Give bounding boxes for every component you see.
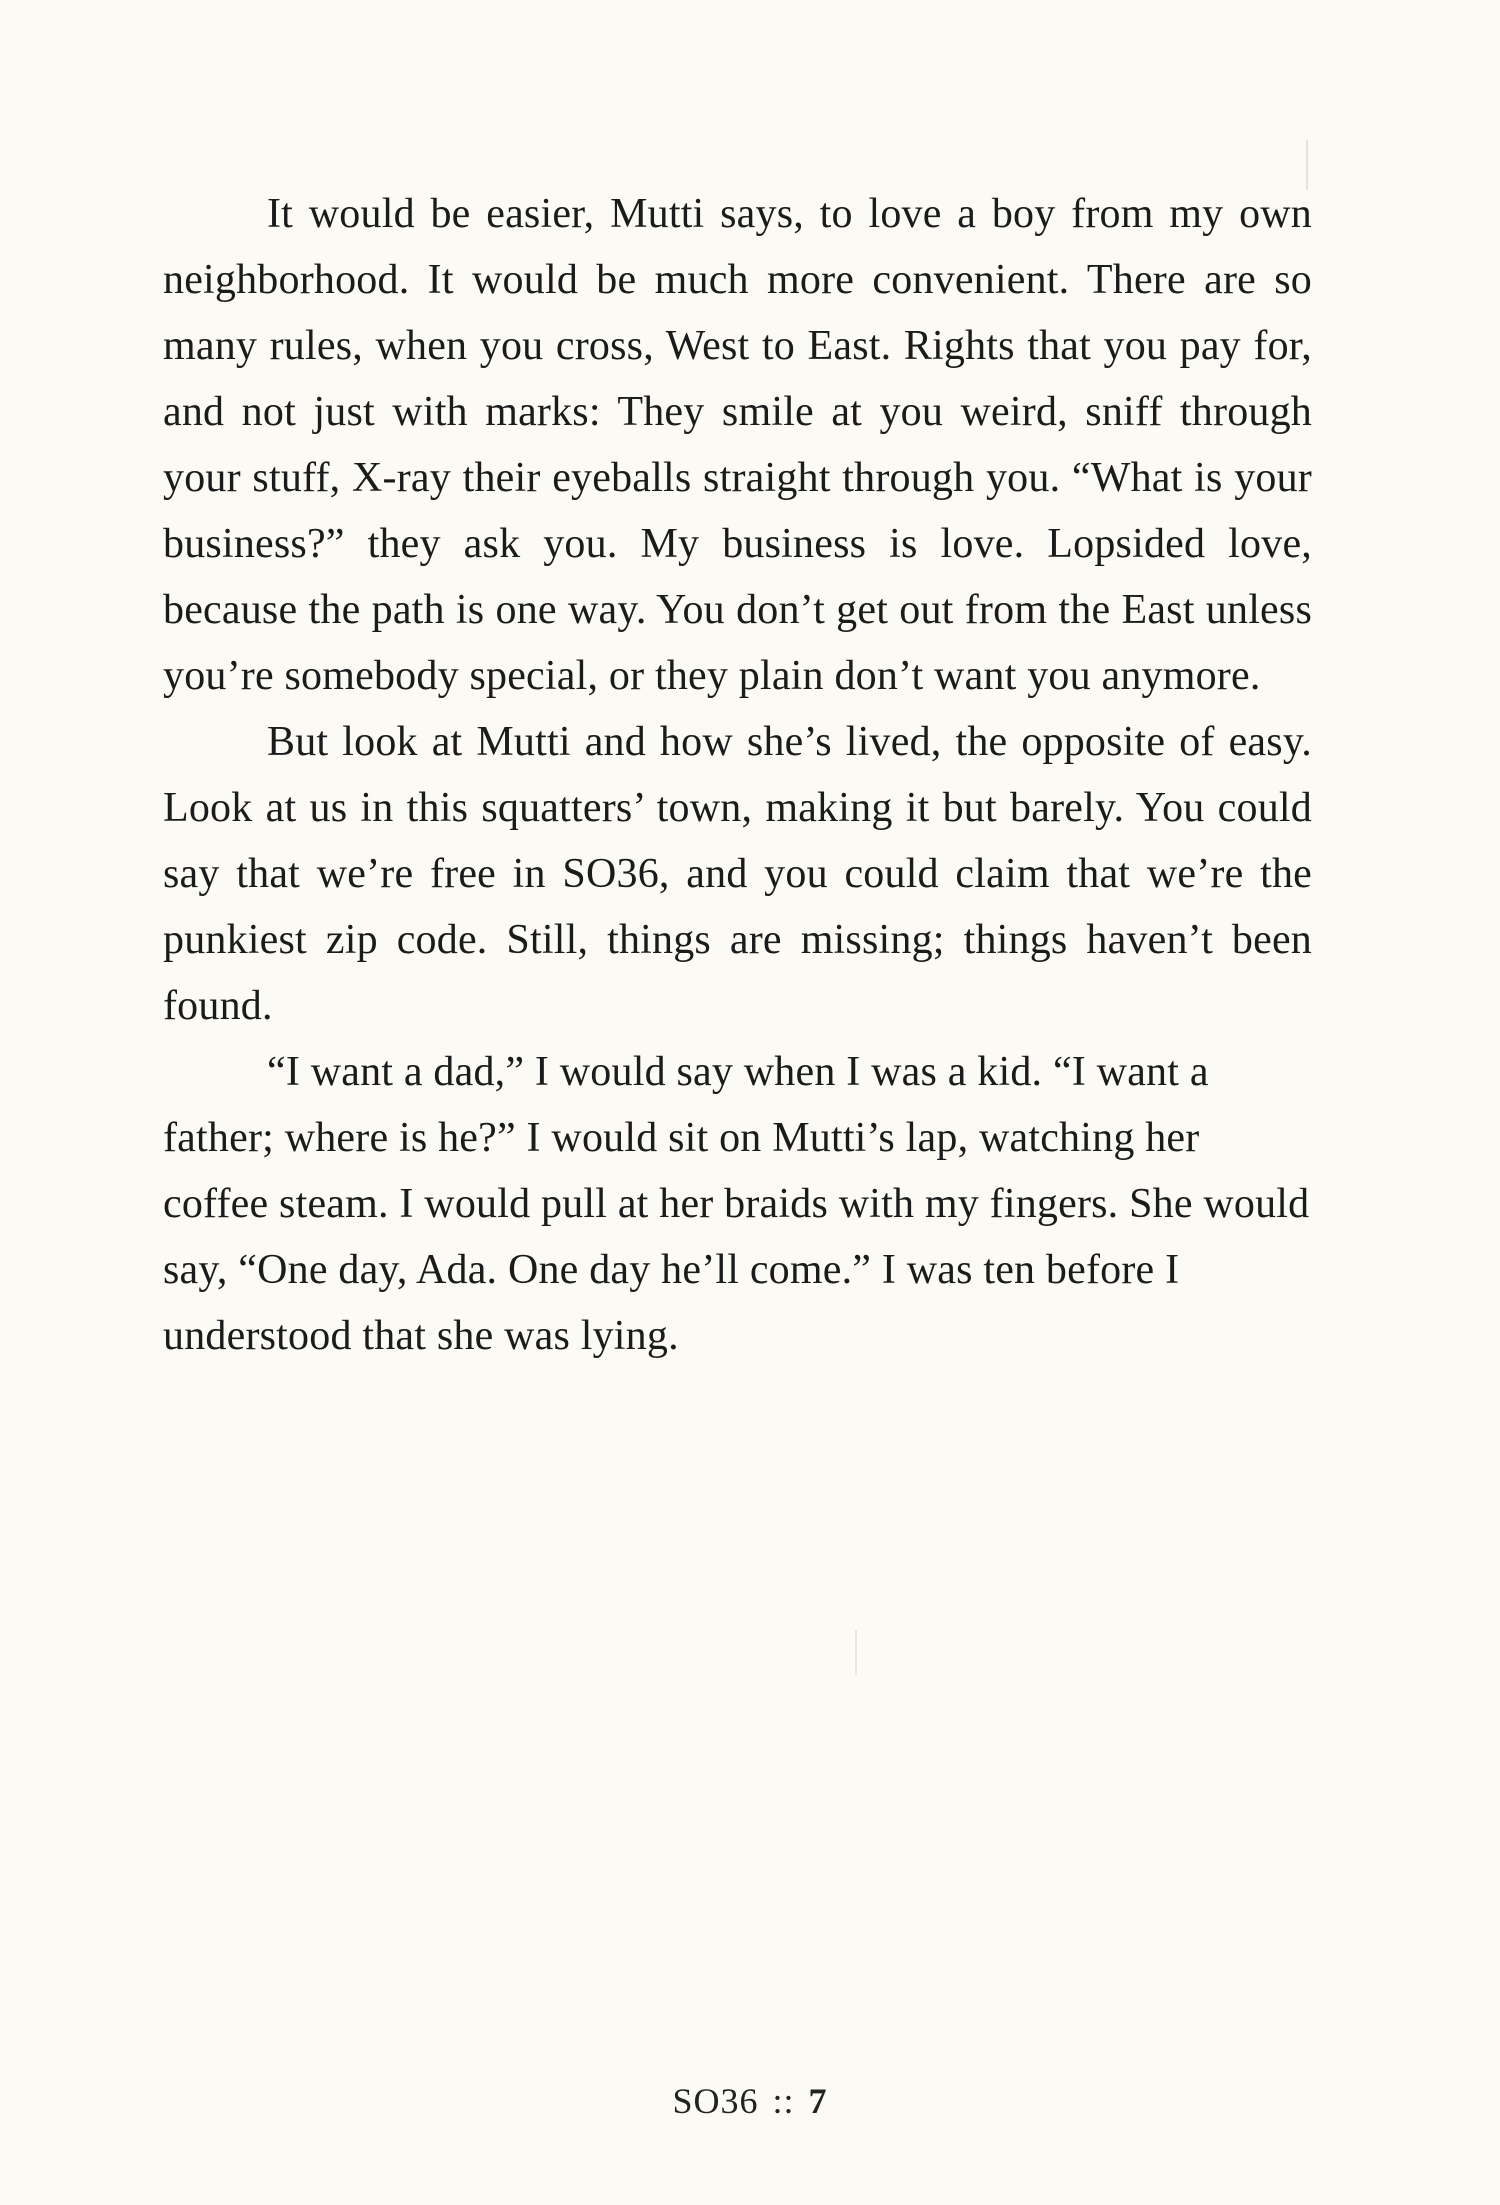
paragraph: But look at Mutti and how she’s lived, the opposite of easy. Look at us in this squatters’ town, making it but barely. You could say that we’re free in SO36, and you could claim that we’re the punkiest zip code. Still, things are missing; things haven’t been found. [163, 719, 1312, 1029]
paragraph: It would be easier, Mutti says, to love a boy from my own neighborhood. It would be much more convenient. There are so many rules, when you cross, West to East. Rights that you pay for, and not just with marks: They smile at you weird, sniff through your stuff, X-ray their eyeballs straight through you. “What is your business?” they ask you. My business is love. Lopsided love, because the path is one way. You don’t get out from the East unless you’re somebody special, or they plain don’t want you anymore. [163, 191, 1312, 699]
page-number: 7 [808, 2081, 828, 2121]
body-text [163, 181, 1312, 1369]
folio-separator: :: [772, 2081, 795, 2121]
scan-artifact [855, 1630, 857, 1675]
paragraph: “I want a dad,” I would say when I was a kid. “I want a father; where is he?” I would sit on Mutti’s lap, watching her coffee steam. I would pull at her braids with my fingers. She would say, “One day, Ada. One day he’ll come.” I was ten before I understood that she was lying. [163, 1049, 1310, 1359]
running-title: SO36 [672, 2081, 759, 2121]
page-footer [0, 2080, 1500, 2122]
